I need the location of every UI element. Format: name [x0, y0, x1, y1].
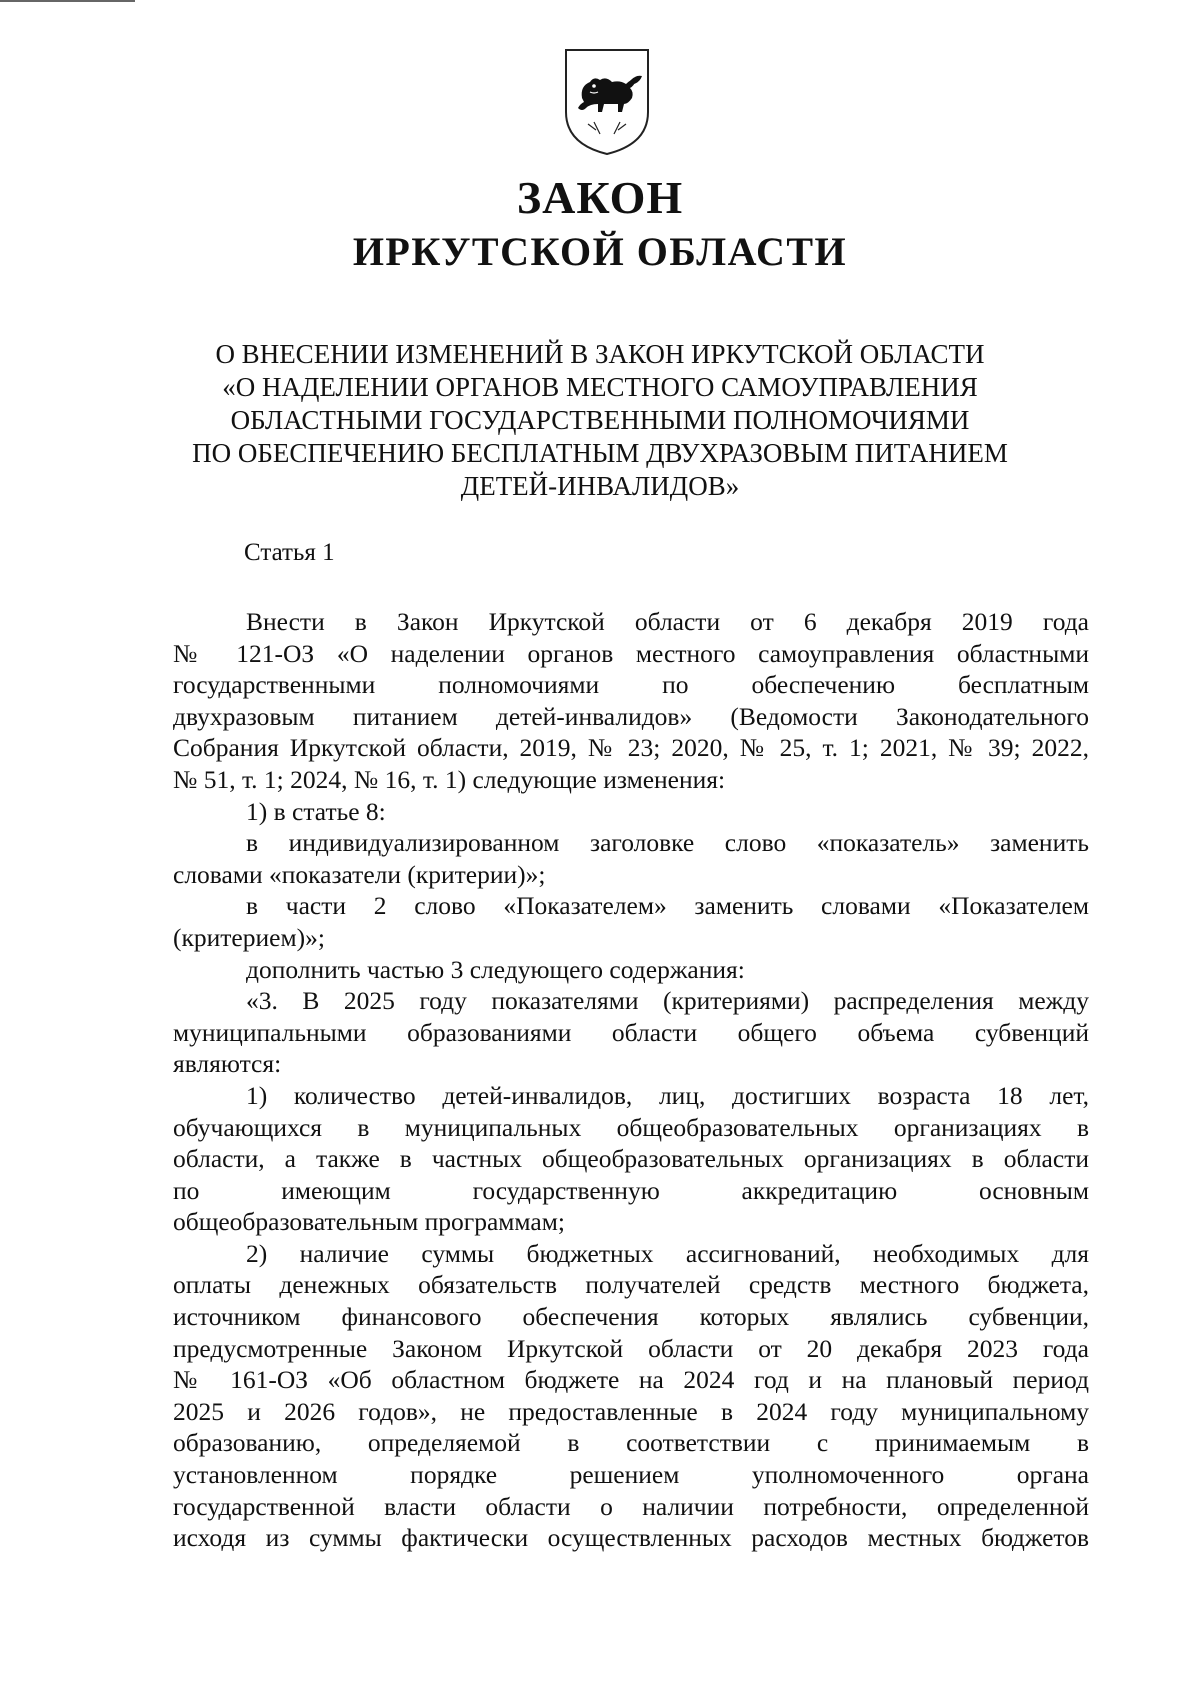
- body-line: 2025 и 2026 годов», не предоставленные в 2024 году муниципальному: [173, 1396, 1089, 1426]
- irkutsk-emblem-icon: [560, 46, 654, 158]
- law-title: ЗАКОН: [516, 172, 684, 223]
- body-line: источником финансового обеспечения которых являлись субвенции,: [173, 1302, 1089, 1332]
- body-line: дополнить частью 3 следующего содержания:: [246, 954, 745, 984]
- body-line: исходя из суммы фактически осуществленных расходов местных бюджетов: [173, 1523, 1089, 1553]
- law-heading: [140, 338, 1060, 503]
- body-line: № 121-ОЗ «О наделении органов местного самоуправления областными: [173, 638, 1089, 668]
- heading-line: ПО ОБЕСПЕЧЕНИЮ БЕСПЛАТНЫМ ДВУХРАЗОВЫМ ПИТАНИЕМ: [192, 438, 1008, 468]
- body-line: 2) наличие суммы бюджетных ассигнований, необходимых для: [246, 1238, 1089, 1268]
- body-line: словами «показатели (критерии)»;: [173, 859, 546, 889]
- body-line: государственными полномочиями по обеспечению бесплатным: [173, 670, 1089, 700]
- body-line: в индивидуализированном заголовке слово «показатель» заменить: [246, 828, 1089, 858]
- body-line: обучающихся в муниципальных общеобразовательных организациях в: [173, 1112, 1089, 1142]
- heading-line: ДЕТЕЙ-ИНВАЛИДОВ»: [460, 471, 740, 501]
- body-line: государственной власти области о наличии потребности, определенной: [173, 1491, 1089, 1521]
- heading-line: «О НАДЕЛЕНИИ ОРГАНОВ МЕСТНОГО САМОУПРАВЛЕНИЯ: [222, 372, 978, 402]
- body-line: являются:: [173, 1049, 282, 1079]
- body-line: общеобразовательным программам;: [173, 1207, 565, 1237]
- article-body: [173, 606, 1089, 1554]
- heading-line: О ВНЕСЕНИИ ИЗМЕНЕНИЙ В ЗАКОН ИРКУТСКОЙ ОБЛАСТИ: [215, 339, 985, 369]
- heading-line: ОБЛАСТНЫМИ ГОСУДАРСТВЕННЫМИ ПОЛНОМОЧИЯМИ: [230, 405, 970, 435]
- body-line: оплаты денежных обязательств получателей средств местного бюджета,: [173, 1270, 1089, 1300]
- article-title: Статья 1: [244, 539, 335, 566]
- body-line: № 51, т. 1; 2024, № 16, т. 1) следующие изменения:: [173, 764, 726, 794]
- body-line: области, а также в частных общеобразовательных организациях в области: [173, 1144, 1089, 1174]
- body-line: Собрания Иркутской области, 2019, № 23; 2020, № 25, т. 1; 2021, № 39; 2022,: [173, 733, 1089, 763]
- law-region-title: ИРКУТСКОЙ ОБЛАСТИ: [352, 229, 848, 274]
- body-line: № 161-ОЗ «Об областном бюджете на 2024 год и на плановый период: [173, 1365, 1089, 1395]
- body-line: установленном порядке решением уполномоченного органа: [173, 1460, 1089, 1490]
- body-line: «3. В 2025 году показателями (критериями) распределения между: [246, 986, 1089, 1016]
- body-line: 1) в статье 8:: [246, 796, 386, 826]
- body-line: муниципальными образованиями области общего объема субвенций: [173, 1017, 1089, 1047]
- body-line: предусмотренные Законом Иркутской области от 20 декабря 2023 года: [173, 1333, 1089, 1363]
- body-line: Внести в Закон Иркутской области от 6 декабря 2019 года: [246, 607, 1089, 636]
- body-line: 1) количество детей-инвалидов, лиц, достигших возраста 18 лет,: [246, 1080, 1089, 1110]
- body-line: по имеющим государственную аккредитацию основным: [173, 1175, 1089, 1205]
- body-line: образованию, определяемой в соответствии с принимаемым в: [173, 1428, 1089, 1458]
- scan-edge-line: [0, 0, 135, 2]
- body-line: в части 2 слово «Показателем» заменить словами «Показателем: [246, 891, 1089, 921]
- body-line: (критерием)»;: [173, 922, 325, 952]
- body-line: двухразовым питанием детей-инвалидов» (Ведомости Законодательного: [173, 701, 1089, 731]
